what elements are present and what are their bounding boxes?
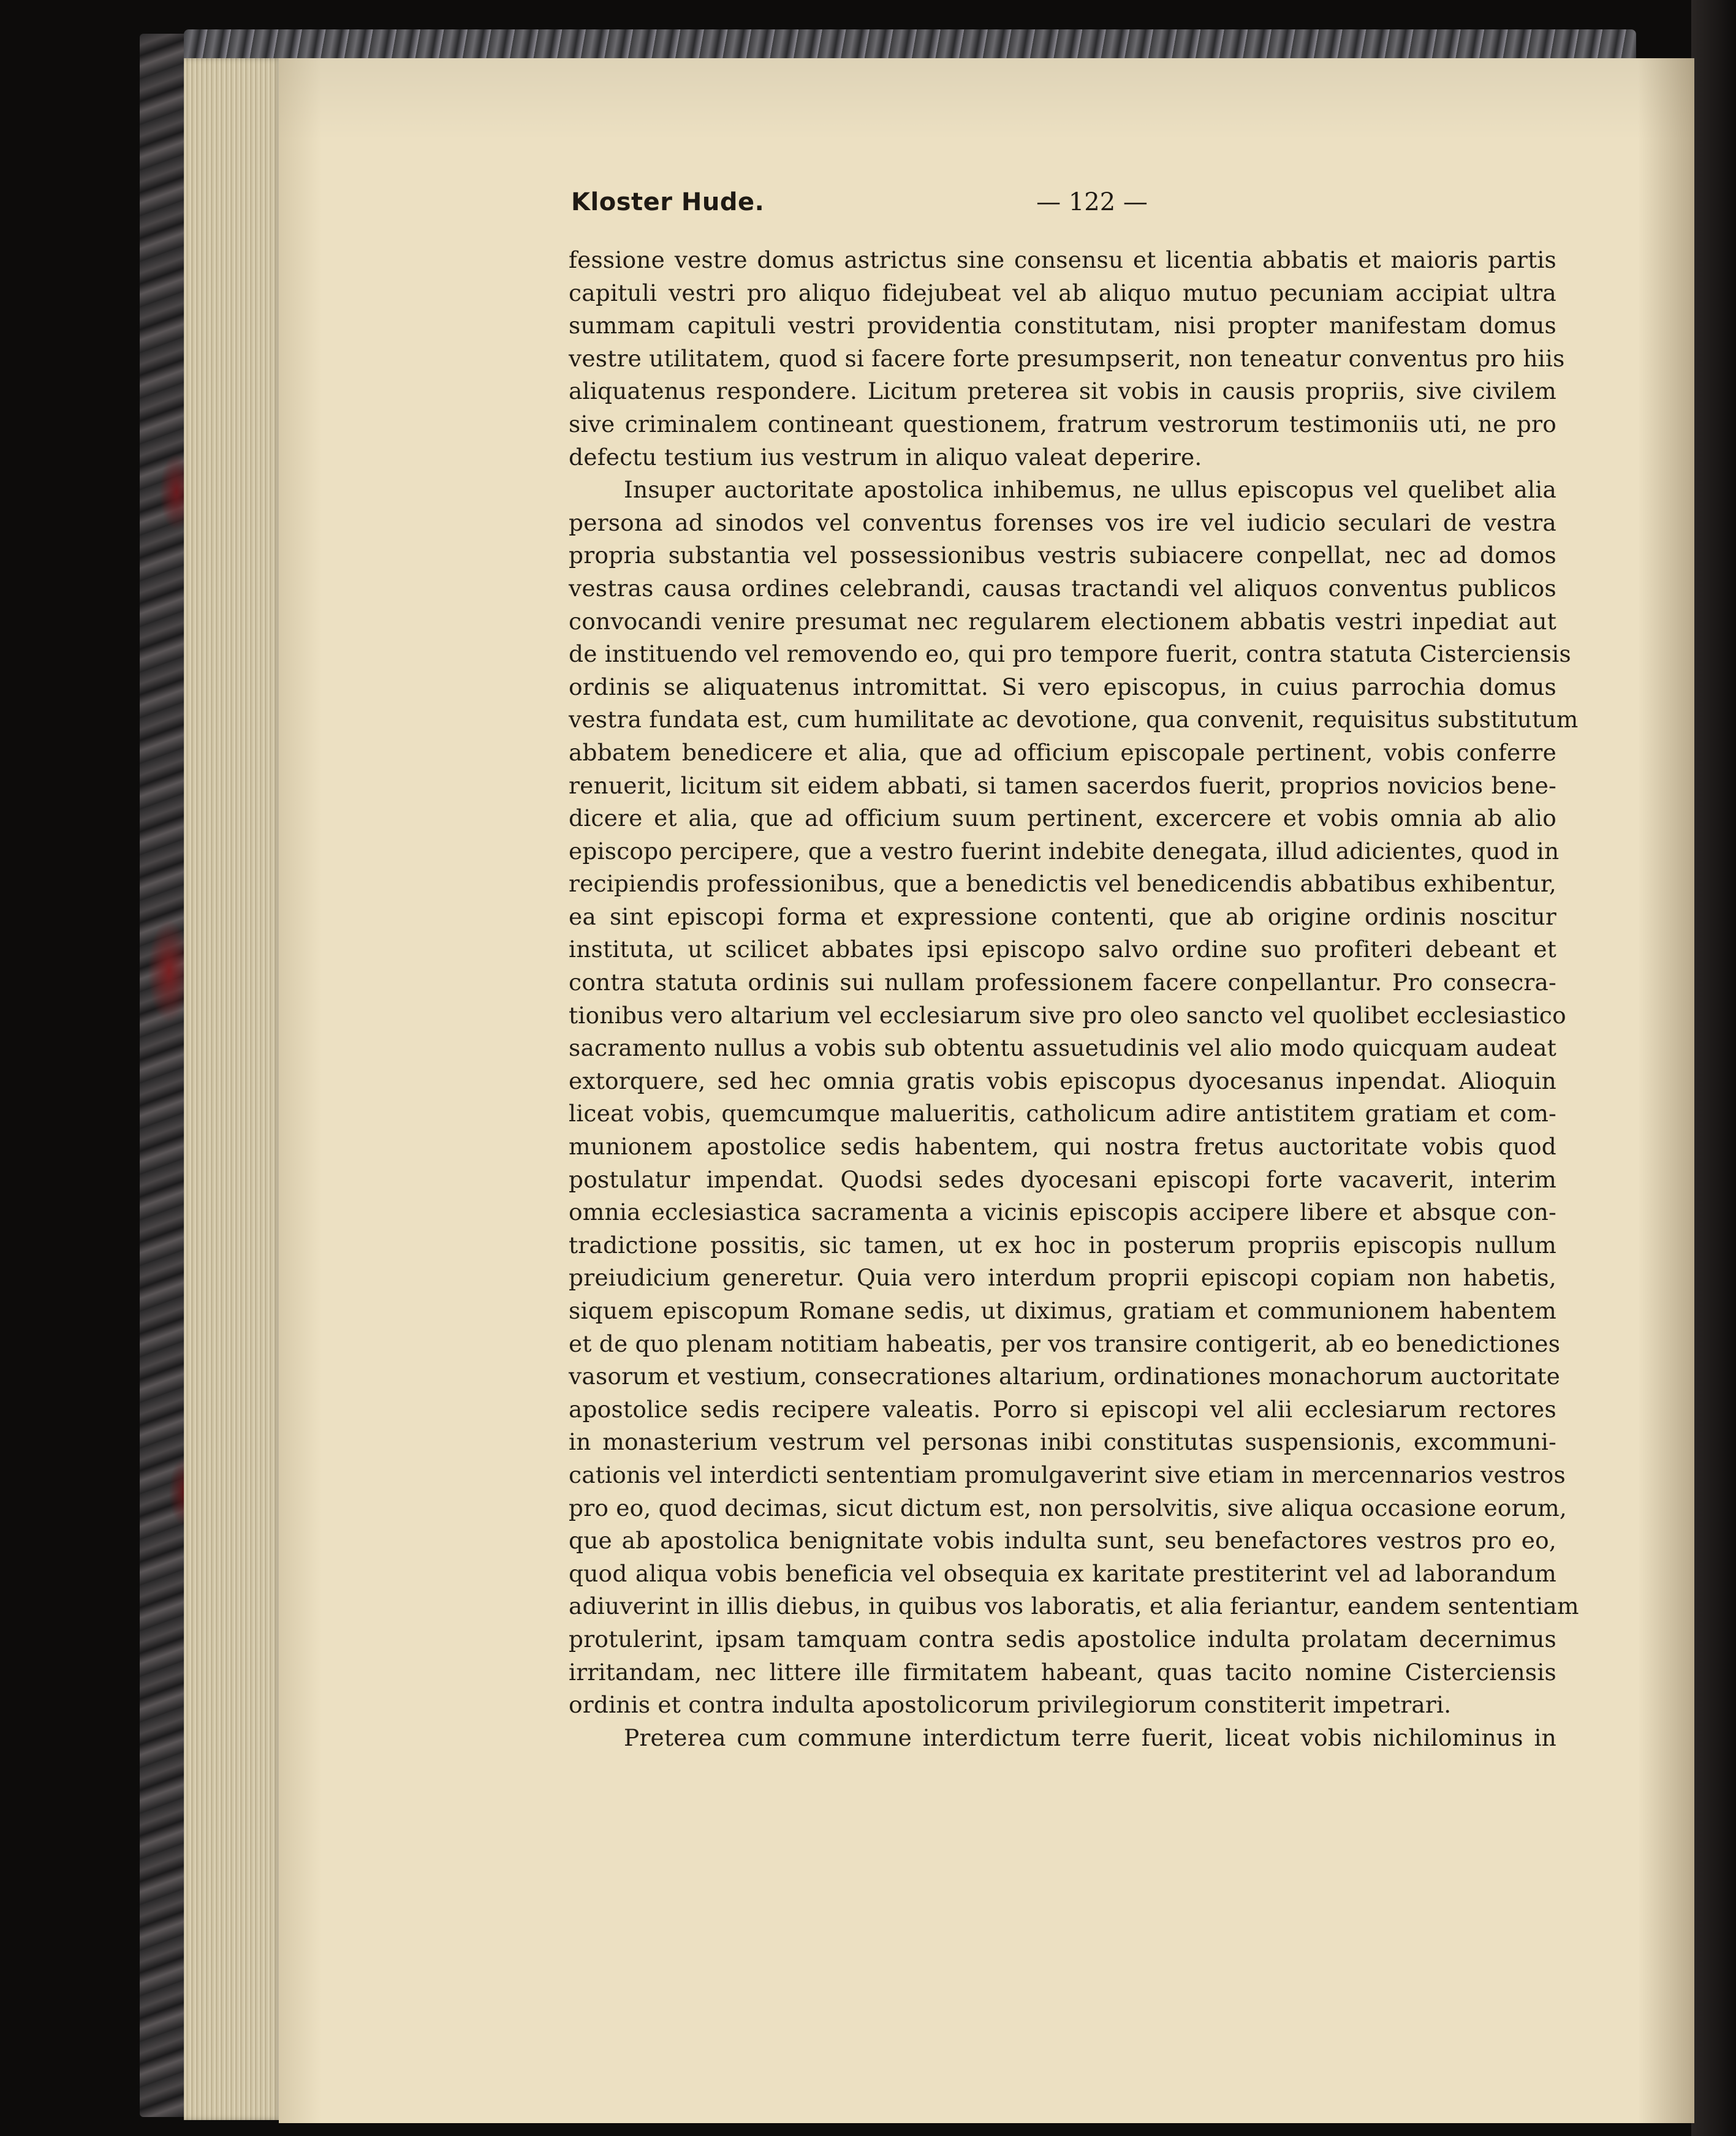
text-line: quod aliqua vobis beneficia vel obsequia ex karitate prestiterint vel ad laborandum (569, 1559, 1556, 1587)
text-line: preiudicium generetur. Quia vero interdum proprii episcopi copiam non habetis, (569, 1264, 1556, 1292)
text-line: tionibus vero altarium vel ecclesiarum sive pro oleo sancto vel quolibet ecclesiastico (569, 1001, 1566, 1029)
spine-shadow (1691, 0, 1736, 2136)
text-line: vestra fundata est, cum humilitate ac devotione, qua convenit, requisitus substitutum (569, 706, 1579, 733)
text-line: protulerint, ipsam tamquam contra sedis apostolice indulta prolatam decernimus (569, 1625, 1556, 1653)
text-line: capituli vestri pro aliquo fidejubeat vel ab aliquo mutuo pecuniam accipiat ultra (569, 279, 1556, 306)
text-line: adiuverint in illis diebus, in quibus vos laboratis, et alia feriantur, eandem sententiam (569, 1593, 1579, 1620)
text-line: de instituendo vel removendo eo, qui pro tempore fuerit, contra statuta Cisterciensis (569, 640, 1571, 668)
text-line: et de quo plenam notitiam habeatis, per vos transire contigerit, ab eo benedictiones (569, 1330, 1561, 1357)
text-line: munionem apostolice sedis habentem, qui nostra fretus auctoritate vobis quod (569, 1133, 1556, 1161)
text-line: contra statuta ordinis sui nullam professionem facere conpellantur. Pro consecra- (569, 969, 1556, 996)
text-line: in monasterium vestrum vel personas inibi constitutas suspensionis, excommuni- (569, 1428, 1556, 1456)
text-line: sive criminalem contineant questionem, fratrum vestrorum testimoniis uti, ne pro (569, 410, 1556, 437)
text-line: fessione vestre domus astrictus sine consensu et licentia abbatis et maioris partis (569, 246, 1556, 273)
text-line: abbatem benedicere et alia, que ad officium episcopale pertinent, vobis conferre (569, 738, 1556, 766)
text-line: Preterea cum commune interdictum terre fuerit, liceat vobis nichilominus in (624, 1724, 1556, 1751)
text-line: defectu testium ius vestrum in aliquo valeat deperire. (569, 443, 1202, 471)
page-number: — 122 — (1036, 188, 1148, 216)
text-line: instituta, ut scilicet abbates ipsi episcopo salvo ordine suo profiteri debeant et (569, 936, 1556, 963)
body-text (569, 244, 1579, 1754)
text-line: siquem episcopum Romane sedis, ut diximus, gratiam et communionem habentem (569, 1297, 1556, 1324)
text-line: tradictione possitis, sic tamen, ut ex hoc in posterum propriis episcopis nullum (569, 1231, 1556, 1259)
text-line: ordinis se aliquatenus intromittat. Si vero episcopus, in cuius parrochia domus (569, 673, 1556, 700)
top-binding (184, 29, 1636, 60)
text-line: omnia ecclesiastica sacramenta a vicinis episcopis accipere libere et absque con- (569, 1199, 1556, 1226)
text-line: irritandam, nec littere ille firmitatem habeant, quas tacito nomine Cisterciensis (569, 1658, 1556, 1686)
text-line: episcopo percipere, que a vestro fuerint indebite denegata, illud adicientes, quod in (569, 837, 1560, 865)
text-line: summam capituli vestri providentia constitutam, nisi propter manifestam domus (569, 312, 1556, 339)
text-line: pro eo, quod decimas, sicut dictum est, non persolvitis, sive aliqua occasione eorum, (569, 1494, 1567, 1521)
text-line: aliquatenus respondere. Licitum preterea sit vobis in causis propriis, sive civilem (569, 377, 1556, 405)
text-line: propria substantia vel possessionibus vestris subiacere conpellat, nec ad domos (569, 542, 1556, 569)
text-line: que ab apostolica benignitate vobis indulta sunt, seu benefactores vestros pro eo, (569, 1527, 1556, 1555)
text-line: convocandi venire presumat nec regularem electionem abbatis vestri inpediat aut (569, 607, 1556, 635)
text-line: apostolice sedis recipere valeatis. Porro si episcopi vel alii ecclesiarum rectores (569, 1395, 1556, 1423)
text-line: cationis vel interdicti sententiam promulgaverint sive etiam in mercennarios vestros (569, 1461, 1566, 1488)
text-line: Insuper auctoritate apostolica inhibemus, ne ullus episcopus vel quelibet alia (624, 476, 1556, 504)
text-line: ea sint episcopi forma et expressione contenti, que ab origine ordinis noscitur (569, 903, 1556, 930)
text-line: vasorum et vestium, consecrationes altarium, ordinationes monachorum auctoritate (569, 1363, 1561, 1390)
page-header (571, 184, 1576, 227)
text-line: renuerit, licitum sit eidem abbati, si tamen sacerdos fuerit, proprios novicios bene- (569, 771, 1556, 799)
text-line: sacramento nullus a vobis sub obtentu assuetudinis vel alio modo quicquam audeat (569, 1034, 1556, 1062)
text-line: recipiendis professionibus, que a benedictis vel benedicendis abbatibus exhibentur, (569, 870, 1556, 898)
text-line: dicere et alia, que ad officium suum pertinent, excercere et vobis omnia ab alio (569, 805, 1556, 832)
text-line: postulatur impendat. Quodsi sedes dyocesani episcopi forte vacaverit, interim (569, 1165, 1556, 1193)
page-edges (184, 58, 282, 2120)
text-line: vestre utilitatem, quod si facere forte presumpserit, non teneatur conventus pro hiis (569, 344, 1565, 372)
text-line: persona ad sinodos vel conventus forenses vos ire vel iudicio seculari de vestra (569, 509, 1556, 536)
text-line: vestras causa ordines celebrandi, causas tractandi vel aliquos conventus publicos (569, 574, 1556, 602)
text-line: liceat vobis, quemcumque malueritis, catholicum adire antistitem gratiam et com- (569, 1100, 1556, 1127)
text-line: extorquere, sed hec omnia gratis vobis episcopus dyocesanus inpendat. Alioquin (569, 1067, 1556, 1094)
running-title: Kloster Hude. (571, 188, 765, 216)
text-line: ordinis et contra indulta apostolicorum privilegiorum constiterit impetrari. (569, 1691, 1452, 1719)
